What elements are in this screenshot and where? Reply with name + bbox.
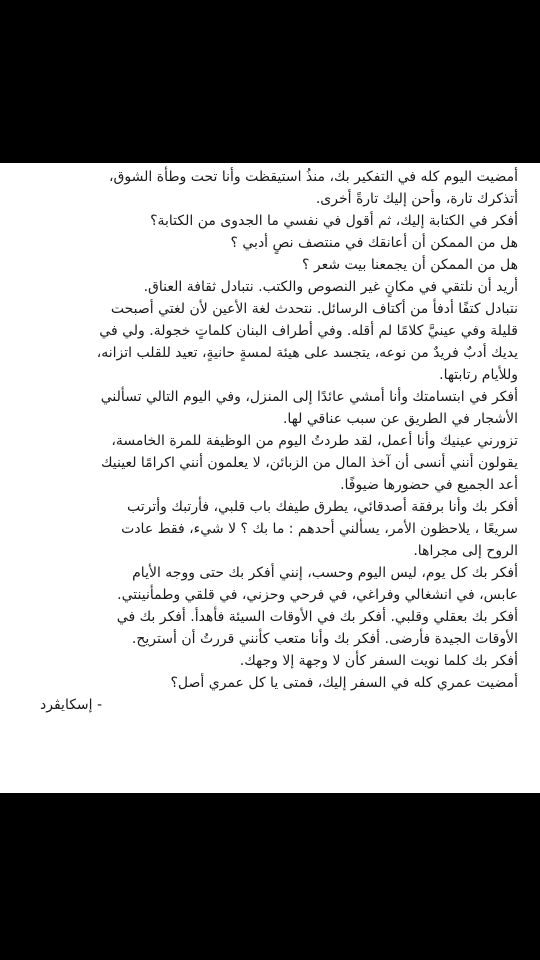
text-line: تزورني عينيك وأنا أعمل، لقد طردتُ اليوم من الوظيفة للمرة الخامسة، (111, 433, 518, 449)
text-line: أمضيت اليوم كله في التفكير بك، منذُ استيقظت وأنا تحت وطأة الشوق، (109, 169, 518, 185)
text-line: أفكر بك وأنا برفقة أصدقائي، يطرق طيفك باب قلبي، فأرتبك وأترتب (127, 499, 518, 515)
text-line: عابس، في انشغالي وفراغي، في فرحي وحزني، في قلقي وطمأنينتي. (117, 587, 518, 603)
text-line: أفكر في ابتسامتك وأنا أمشي عائدًا إلى المنزل، وفي اليوم التالي تسألني (100, 389, 518, 405)
text-line: الروح إلى مجراها. (413, 543, 518, 559)
text-line: أفكر بك بعقلي وقلبي. أفكر بك في الأوقات السيئة فأهدأ. أفكر بك في (116, 609, 518, 625)
signature: - إسكايڤرد (40, 697, 103, 713)
text-line: أتذكرك تارة، وأحن إليك تارةً أخرى. (315, 191, 518, 207)
text-line: سريعًا ، يلاحظون الأمر، يسألني أحدهم : ما بك ؟ لا شيء، فقط عادت (121, 521, 518, 537)
text-line: نتبادل كتفًا أدفأ من أكتاف الرسائل. نتحدث لغة الأعين لأن لغتي أصبحت (110, 301, 518, 317)
text-line: الأوقات الجيدة فأرضى. أفكر بك وأنا متعب كأنني قررتُ أن أستريح. (131, 631, 518, 647)
text-line: أفكر بك كلما نويت السفر كأن لا وجهة إلا وجهك. (239, 653, 518, 669)
text-line: الأشجار في الطريق عن سبب عناقي لها. (282, 411, 518, 427)
letter-text (22, 166, 518, 694)
text-line: هل من الممكن أن أعانقك في منتصف نصٍ أدبي ؟ (230, 235, 518, 251)
text-line: أمضيت عمري كله في السفر إليك، فمتى يا كل عمري أصل؟ (170, 675, 518, 691)
text-line: هل من الممكن أن يجمعنا بيت شعر ؟ (302, 257, 518, 273)
text-line: أفكر في الكتابة إليك، ثم أقول في نفسي ما الجدوى من الكتابة؟ (150, 213, 518, 229)
text-line: أفكر بك كل يوم، ليس اليوم وحسب، إنني أفكر بك حتى ووجه الأيام (132, 565, 518, 581)
text-line: أريد أن نلتقي في مكانٍ غير النصوص والكتب. نتبادل ثقافة العناق. (143, 279, 518, 295)
text-line: أعد الجميع في حضورها ضيوفًا. (340, 477, 518, 493)
text-line: قليلة وفي عينيَّ كلامًا لم أقله. وفي أطراف البنان كلماتٍ خجولة. ولي في (99, 323, 518, 339)
text-line: يديك أدبٌ فريدٌ من نوعه، يتجسد على هيئة لمسةٍ حانيةٍ، تعيد للقلب اتزانه، (96, 345, 518, 361)
text-image-panel (0, 163, 540, 793)
text-line: وللأيام رتابتها. (439, 367, 518, 383)
text-line: يقولون أنني أنسى أن آخذ المال من الزبائن، لا يعلمون أنني اكرامًا لعينيك (100, 455, 518, 471)
